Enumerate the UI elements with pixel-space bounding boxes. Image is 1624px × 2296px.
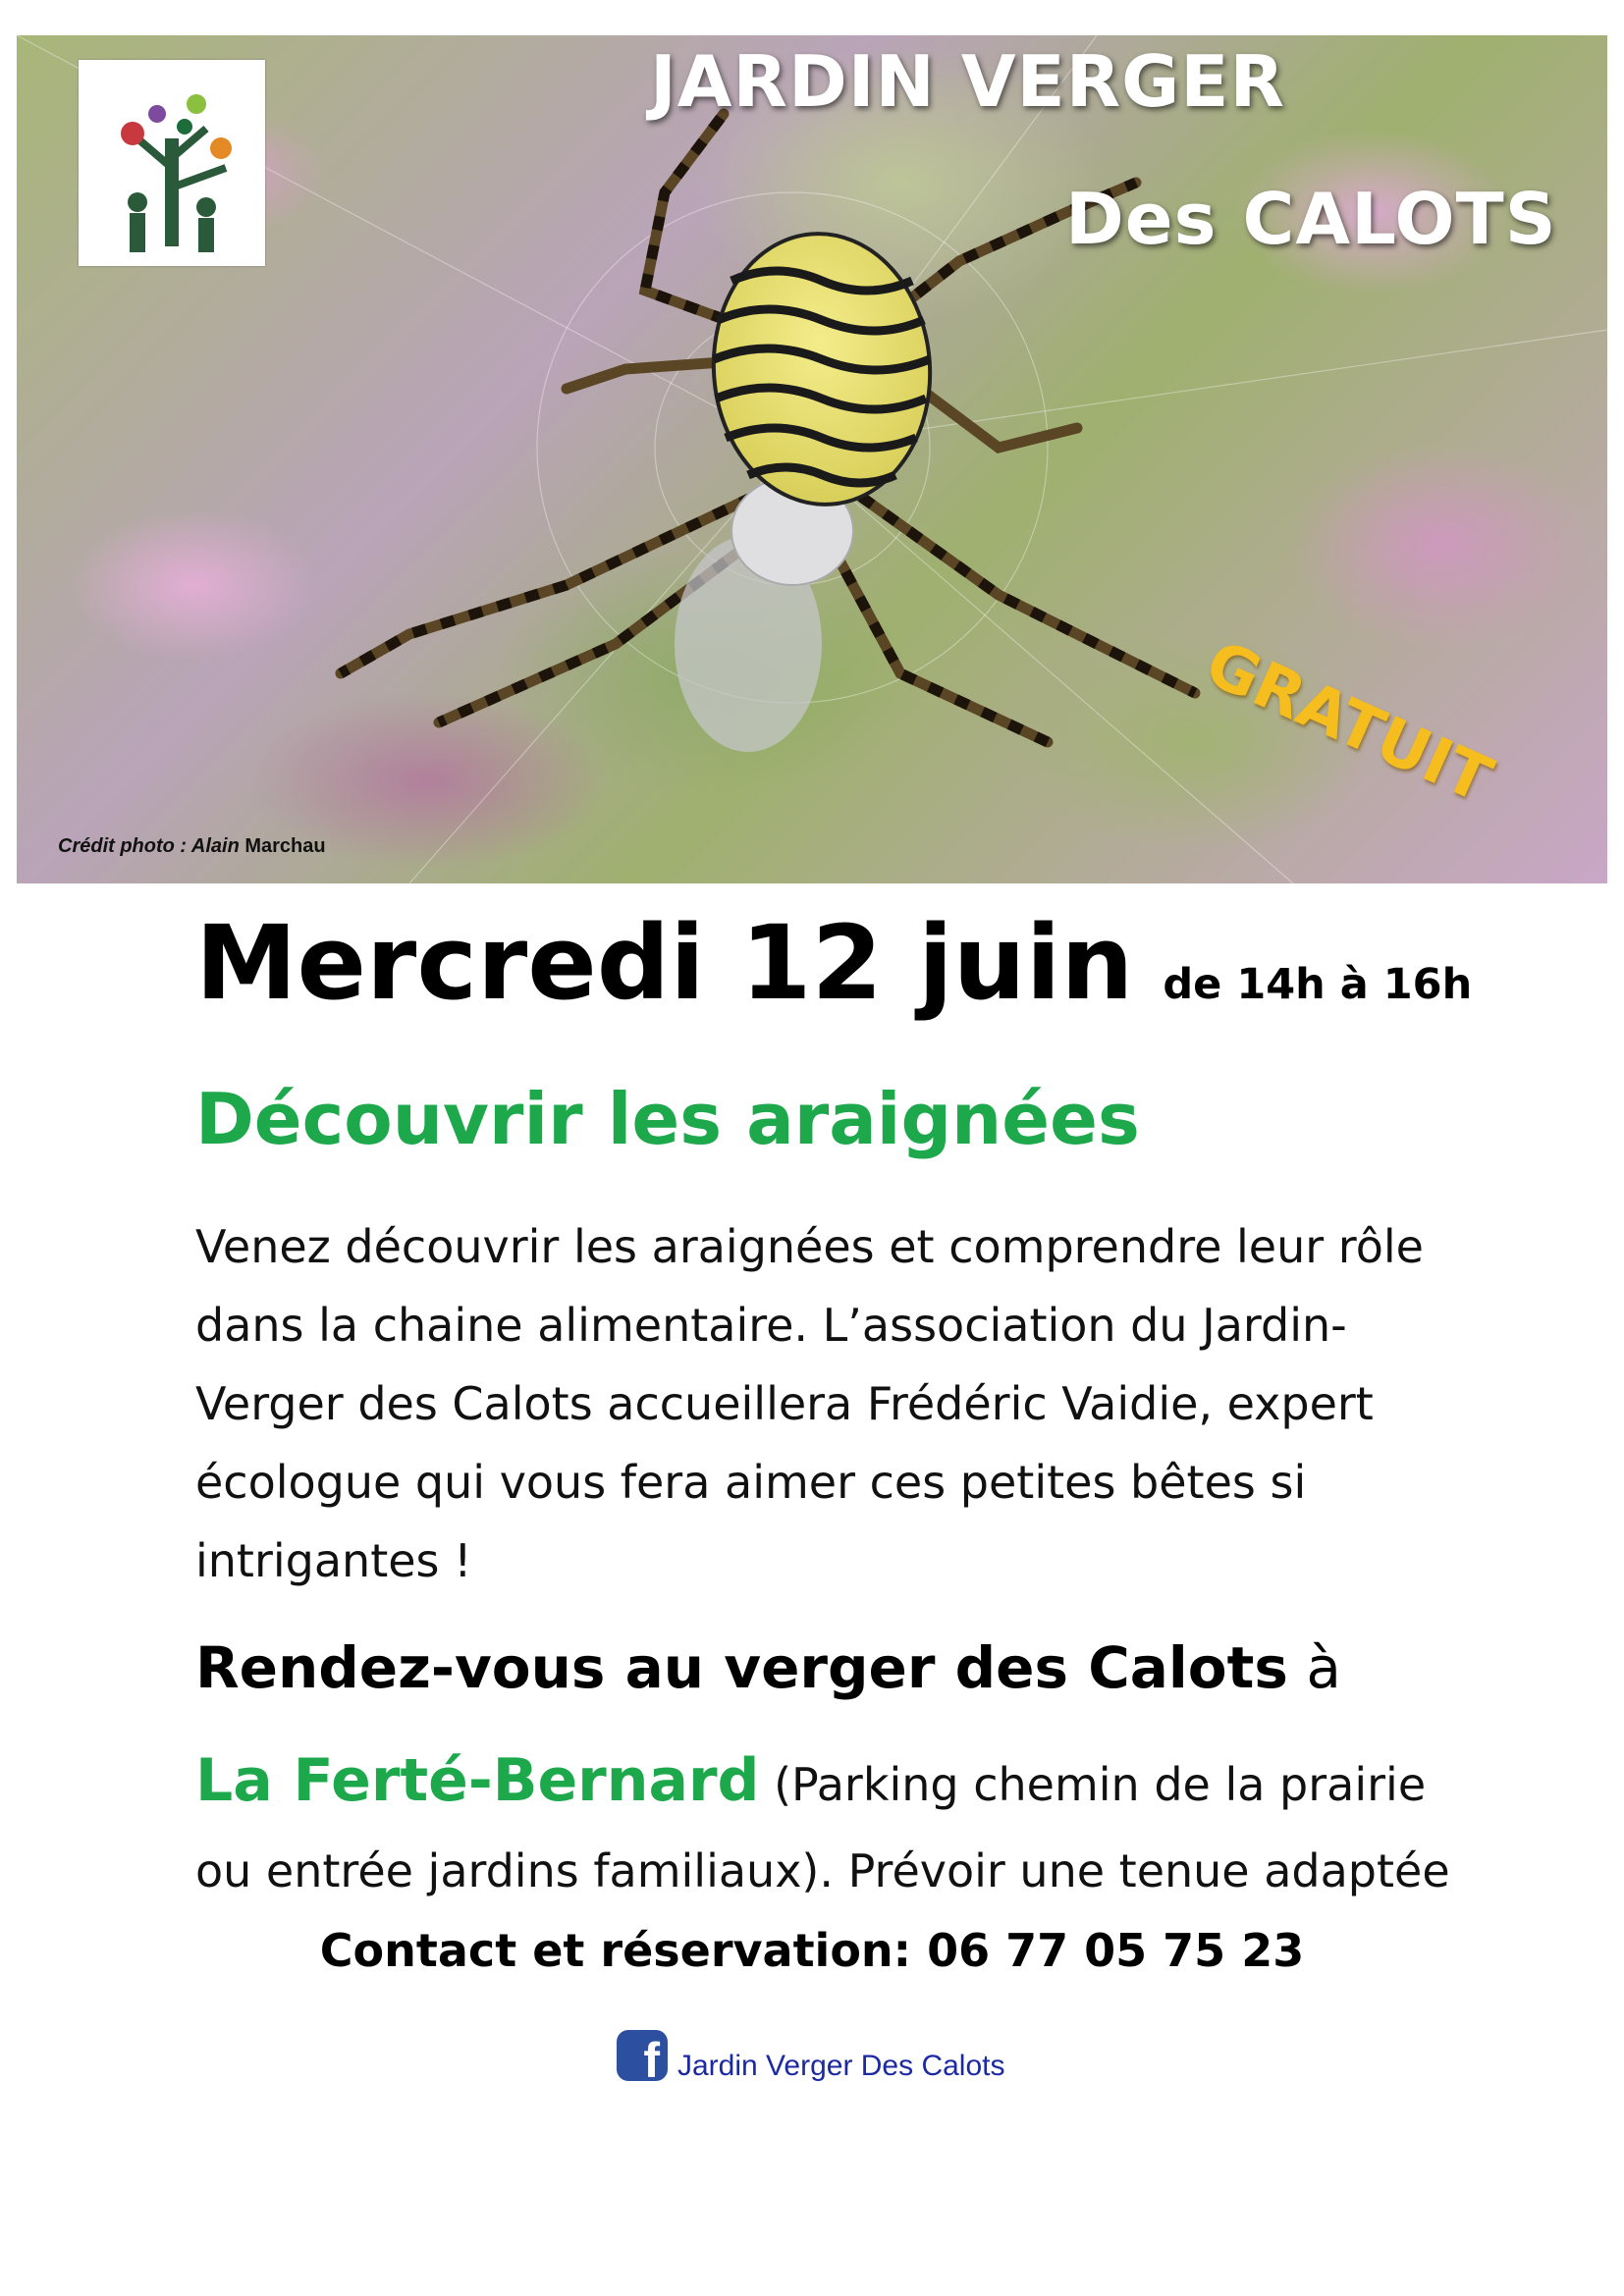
event-date-line	[195, 903, 1472, 1023]
credit-last-name: Marchau	[239, 835, 326, 857]
tree-gardener-icon	[79, 60, 265, 266]
hero-title-line2: Des CALOTS	[1065, 178, 1557, 260]
meeting-point-rest: à	[1287, 1634, 1341, 1701]
contact-info: Contact et réservation: 06 77 05 75 23	[319, 1924, 1305, 1977]
facebook-page-name[interactable]: Jardin Verger Des Calots	[677, 2050, 1005, 2082]
facebook-link[interactable]	[617, 2030, 1005, 2082]
event-title: Découvrir les araignées	[195, 1078, 1140, 1160]
meeting-point-bold: Rendez-vous au verger des Calots	[195, 1634, 1288, 1701]
city-name: La Ferté-Bernard	[195, 1746, 760, 1815]
facebook-icon[interactable]: f	[617, 2030, 668, 2081]
hero-title-line1: JARDIN VERGER	[650, 40, 1285, 123]
garden-logo	[79, 60, 265, 266]
credit-label: Crédit photo :	[58, 835, 191, 857]
location-text: (Parking chemin de la prairie ou entrée jardins familiaux). Prévoir une tenue adaptée	[195, 1758, 1450, 1897]
free-badge: GRATUIT	[1194, 627, 1502, 818]
event-description: Venez découvrir les araignées et comprendre leur rôle dans la chaine alimentaire. L’association du Jardin-Verger des Calots accueillera Frédéric Vaidie, expert écologue qui vous fera aimer ces petites bêtes si intrigantes !	[195, 1220, 1424, 1587]
event-time: de 14h à 16h	[1163, 960, 1473, 1009]
location-details	[195, 1737, 1472, 1914]
credit-first-name: Alain	[190, 835, 240, 857]
photo-credit	[58, 835, 326, 858]
meeting-point	[195, 1634, 1341, 1701]
event-date: Mercredi 12 juin	[195, 903, 1134, 1023]
hero-photo	[17, 35, 1607, 883]
